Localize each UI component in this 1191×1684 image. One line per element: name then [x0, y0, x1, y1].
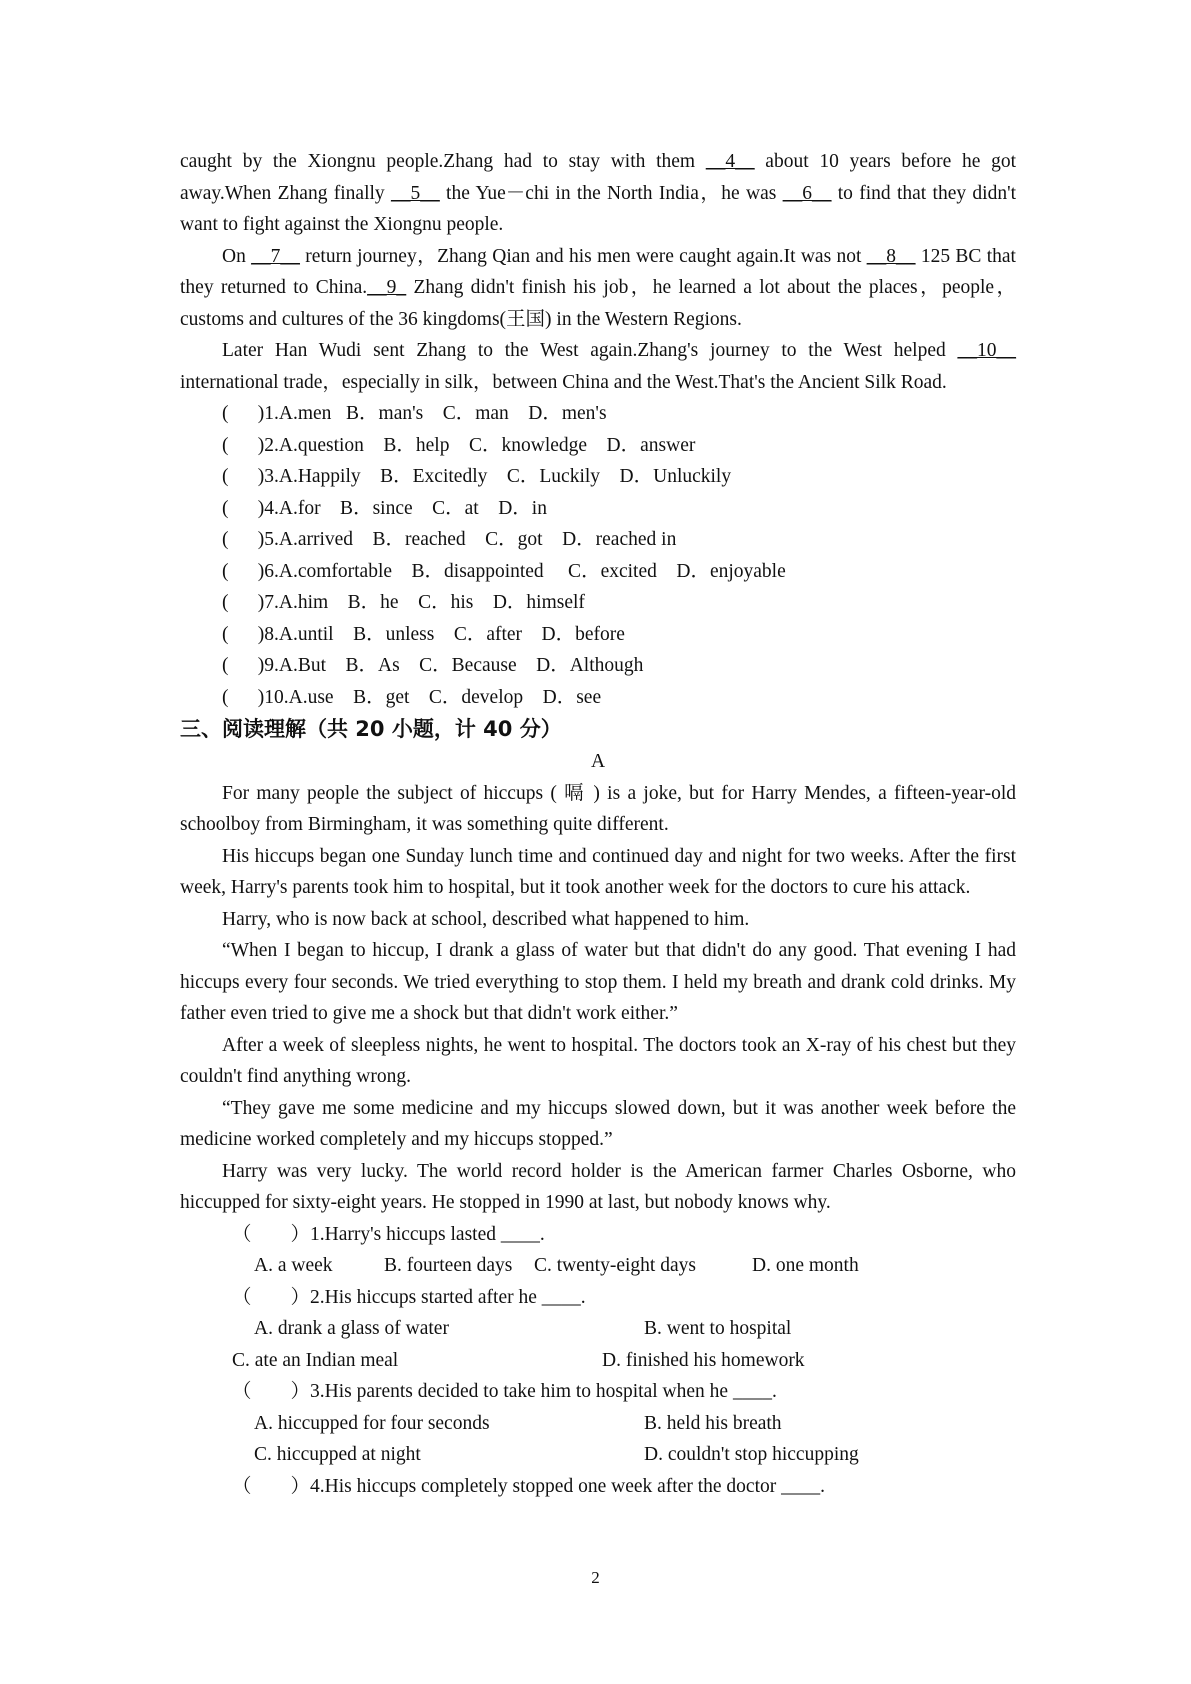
cloze-option-3: ( )3.A.Happily B．Excitedly C．Luckily D．Unluckily — [222, 466, 732, 487]
cloze-option-7: ( )7.A.him B．he C．his D．himself — [222, 592, 585, 613]
blank-10: __10__ — [957, 340, 1016, 361]
passage-paragraph: His hiccups began one Sunday lunch time and continued day and night for two weeks. After the first week, Harry's parents took him to hospital, but it took another week for the doctors to cure his attack. — [180, 845, 1016, 898]
section-heading: 三、阅读理解（共 20 小题，计 40 分） — [180, 717, 562, 741]
cloze-option-6: ( )6.A.comfortable B．disappointed C．excited D．enjoyable — [222, 560, 786, 582]
question-2-options-row-1 — [180, 1313, 1016, 1345]
question-4-stem: （ ）4.His hiccups completely stopped one week after the doctor ____. — [232, 1475, 825, 1497]
passage-paragraph: Harry was very lucky. The world record holder is the American farmer Charles Osborne, who hiccupped for sixty-eight years. He stopped in 1990 at last, but nobody knows why. — [180, 1160, 1016, 1213]
option: B. fourteen days — [384, 1255, 513, 1276]
text: to find that they didn't want to fight against the Xiongnu people. — [180, 182, 1017, 235]
cloze-option-4: ( )4.A.for B．since C．at D．in — [222, 497, 547, 519]
cloze-option-9: ( )9.A.But B．As C．Because D．Although — [222, 655, 644, 676]
passage-paragraph: “When I began to hiccup, I drank a glass of water but that didn't do any good. That evening I had hiccups every four seconds. We tried everything to stop them. I held my breath and drank cold drinks. My father even tried to give me a shock but that didn't work either.” — [180, 940, 1016, 1024]
text: return journey，Zhang Qian and his men were caught again.It was not — [299, 245, 867, 267]
question-3-options-row-1 — [180, 1408, 1016, 1440]
document-page — [180, 146, 1016, 1502]
cloze-option-2: ( )2.A.question B．help C．knowledge D．answer — [222, 434, 696, 456]
text: caught by the Xiongnu people.Zhang had to stay with them — [180, 151, 706, 172]
option: B. held his breath — [644, 1412, 782, 1434]
question-3-stem: （ ）3.His parents decided to take him to hospital when he ____. — [232, 1381, 777, 1402]
option: D. couldn't stop hiccupping — [644, 1444, 859, 1465]
text: international trade，especially in silk，between China and the West.That's the Ancient Silk Road. — [180, 371, 947, 393]
question-1-stem: （ ）1.Harry's hiccups lasted ____. — [232, 1223, 545, 1245]
blank-6: __6__ — [782, 182, 832, 204]
page-number: 2 — [591, 1568, 600, 1587]
cloze-paragraph-1 — [180, 146, 1016, 241]
question-1-options — [180, 1250, 1016, 1282]
option: A. a week — [254, 1255, 333, 1276]
cloze-option-1: ( )1.A.men B．man's C．man D．men's — [222, 403, 607, 424]
passage-paragraph: After a week of sleepless nights, he went to hospital. The doctors took an X-ray of his chest but they couldn't find anything wrong. — [180, 1034, 1016, 1087]
cloze-paragraph-2 — [180, 241, 1016, 336]
text: about 10 years before he got away.When Zhang finally — [180, 151, 1016, 204]
passage-paragraph: “They gave me some medicine and my hiccups slowed down, but it was another week before the medicine worked completely and my hiccups stopped.” — [180, 1097, 1016, 1150]
text: Zhang didn't finish his job，he learned a lot about the places，people，customs and cultures of the 36 kingdoms(王国) in the Western Regions. — [180, 277, 1016, 330]
cloze-option-5: ( )5.A.arrived B．reached C．got D．reached in — [222, 529, 677, 550]
text: 125 BC that they returned to China. — [180, 245, 1016, 298]
cloze-paragraph-3 — [180, 335, 1016, 398]
blank-7: __7__ — [251, 245, 300, 267]
blank-5: __5__ — [390, 182, 440, 204]
cloze-option-8: ( )8.A.until B．unless C．after D．before — [222, 623, 625, 645]
question-3-options-row-2 — [180, 1439, 1016, 1471]
text: the Yue－chi in the North India，he was — [439, 182, 783, 204]
question-2-stem: （ ）2.His hiccups started after he ____. — [232, 1286, 586, 1308]
option: C. ate an Indian meal — [232, 1349, 399, 1371]
cloze-option-10: ( )10.A.use B．get C．develop D．see — [222, 686, 602, 708]
passage-paragraph: Harry, who is now back at school, described what happened to him. — [222, 908, 750, 930]
option: A. drank a glass of water — [254, 1318, 449, 1339]
text: On — [222, 245, 252, 267]
question-2-options-row-2 — [180, 1345, 1016, 1377]
option: C. twenty-eight days — [534, 1255, 696, 1276]
blank-4: __4__ — [705, 151, 755, 172]
blank-9: __9_ — [367, 277, 407, 298]
option: C. hiccupped at night — [254, 1444, 421, 1465]
text: Later Han Wudi sent Zhang to the West again.Zhang's journey to the West helped — [222, 340, 958, 361]
option: D. finished his homework — [602, 1349, 805, 1371]
passage-label: A — [590, 751, 606, 772]
option: A. hiccupped for four seconds — [254, 1412, 490, 1434]
option: B. went to hospital — [644, 1318, 792, 1339]
passage-paragraph: For many people the subject of hiccups ( 嗝 ) is a joke, but for Harry Mendes, a fifteen-year-old schoolboy from Birmingham, it was something quite different. — [180, 782, 1016, 835]
option: D. one month — [752, 1255, 859, 1276]
blank-8: __8__ — [866, 245, 916, 267]
